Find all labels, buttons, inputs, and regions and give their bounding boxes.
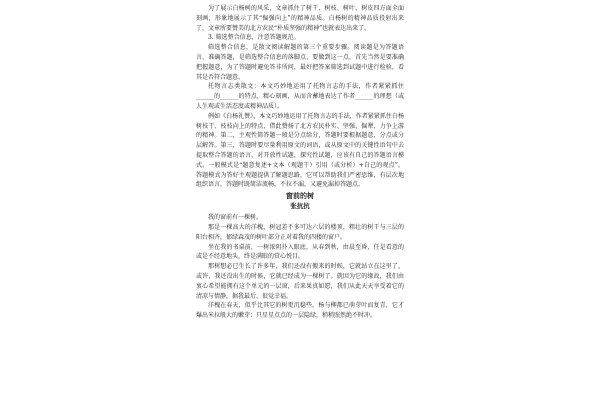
story-paragraph: 我的窗前有一棵树。 (208, 214, 263, 222)
story-title: 窗前的树 (286, 191, 314, 201)
story-author: 张抗抗 (290, 202, 310, 211)
text-column (196, 4, 404, 321)
story-paragraph: 洋槐在春天，似乎比其它的树更沉稳些。杨与柳都已萌芽叶而复青，它才爆出米拉般大的嫩芽；只星星点点的一层隐绿，稍稍照然绝不时冲。 (196, 302, 404, 320)
story-paragraph: 坐在我的书桌前，一树浓阴扑入眼底，从春到秋，由晨至昏，任是看意的或是不经意地头，终是满眼的赏心悦目。 (196, 243, 404, 261)
story-paragraph: 那树想必已生长了许多年，我们还没有搬来的时候，它就站立在这里了，或许，我还没出生的时候，它就已经成为一棵树了。就因为它的缘故，我们由衷心希望能拥有这个单元的一层窗，后来果真如愿，我们从此天天享受着它的清凉与情静，据我最后，很觉幸福。 (196, 263, 404, 300)
story-paragraph: 那是一棵高大的洋槐，树冠差不多可达六层的楼顶，粗壮的树干与三层的阳台相齐，郁绿森茂的树叶部分正对着我的四楼的窗户。 (196, 223, 404, 241)
body-paragraph: 为了展示白杨树的风采，文章抓住了树干、树枝、树叶、树皮四方面全面刻画，形象地展示了其“倔强向上”的精神品质。白杨树的精神品质投射出来了，文章所要赞美的北方农民“朴质坚强的精神”也就表达出来了。 (196, 5, 404, 32)
body-paragraph: 例如《白杨礼赞》，本文巧妙地运用了托物言志的手法，作者紧紧抓住白杨树枝干、枝枝向上的特点，借此赞扬了北方农民朴实、坚强、倔犟，力争上游的精神。第二，主观性简答题一般是分点给分，答题时要根据题意，分点或分层解答。第三，答题时要尽量利用原文的词语，或从原文中的关键性语句中去提取整合答题的语言，对开放性试题，探究性试题，应该有自己的答题语言模式。一般模式是“题意复述+文本（观题干）引用（或分析）+自己的观点”。答题模式为答好主观题提供了解题思路，它可以帮助我们严密思维，有层次地组织语言，答题时既简洁流畅，不拉不漏，又避免漏掉答题点。 (196, 112, 404, 189)
section-heading: 3. 筛选整合信息，注意答题规范。 (208, 34, 300, 42)
body-paragraph: 托物言志类散文：本文巧妙地运用了托物言志的手法，作者紧紧抓住______的______的特点，精心刻画，从而含蓄地表达了作者______的理想（或人生观或生活态度或精神品质）。 (196, 83, 404, 110)
body-paragraph: 筛选整合信息，是散文阅读解题的第三个重要步骤。阅读题是为答题语言、准确答题，是筛选整合信息的落脚点，要做到这一点，首先当然是要准确把握题意，为了答题时避免答非所问，最好把答案筛选到试题中进行检验，看其是否符合题意。 (196, 44, 404, 81)
